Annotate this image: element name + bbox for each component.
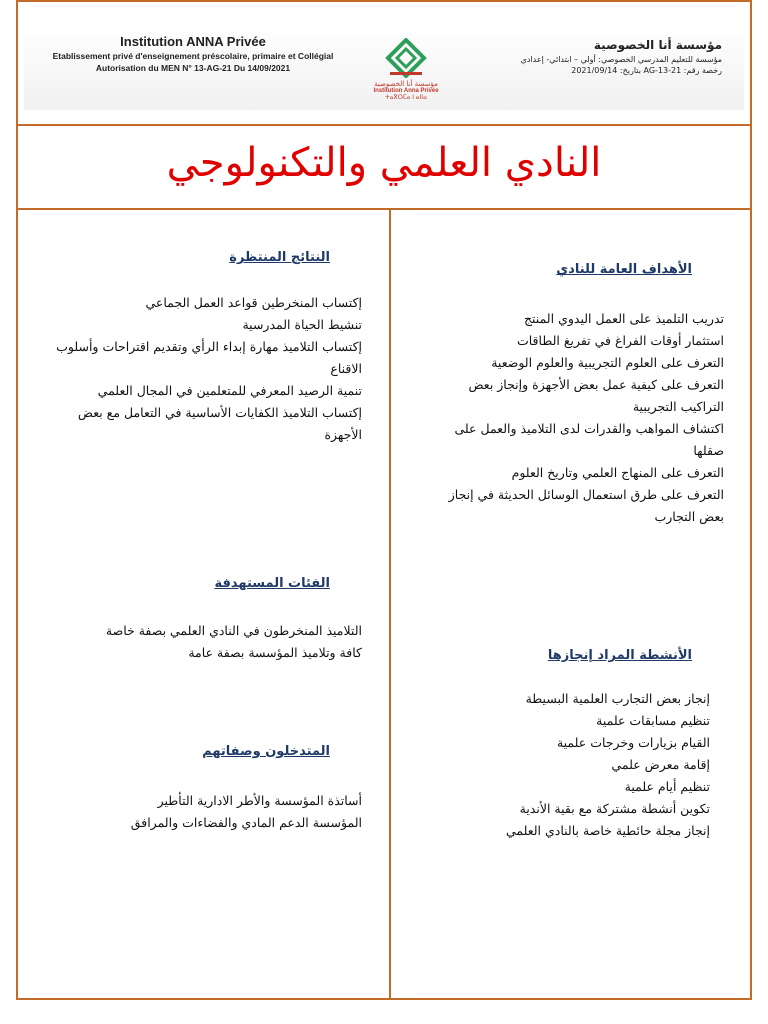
list-item: إكتساب التلاميذ مهارة إبداء الرأي وتقديم اقتراحات وأسلوب — [56, 339, 362, 354]
list-item: تكوين أنشطة مشتركة مع بقية الأندية — [519, 801, 710, 816]
activities-list — [410, 688, 710, 842]
list-item: اكتشاف المواهب والقدرات لدى التلاميذ والعمل على — [454, 421, 724, 436]
title-divider — [16, 208, 752, 210]
objectives-list — [404, 308, 724, 528]
institution-desc-fr: Etablissement privé d'enseignement préscolaire, primaire et Collégial — [52, 51, 334, 61]
list-item: الاقناع — [330, 361, 362, 376]
list-item: استثمار أوقات الفراغ في تفريغ الطاقات — [516, 333, 724, 348]
list-item: إقامة معرض علمي — [611, 757, 710, 772]
logo-icon — [384, 38, 428, 78]
logo-text-tifinagh: ⵜⴰⴳⵔⵎⴰ ⵏ ⴰⵏⵏⴰ — [385, 95, 427, 101]
letterhead — [18, 18, 750, 104]
list-item: التعرف على كيفية عمل بعض الأجهزة وإنجاز بعض — [468, 377, 724, 392]
list-item: تدريب التلميذ على العمل اليدوي المنتج — [523, 311, 724, 326]
list-item: التعرف على العلوم التجريبية والعلوم الوضعية — [491, 355, 724, 370]
target-heading: الفئات المستهدفة — [214, 576, 330, 591]
institution-name-ar: مؤسسة أنا الخصوصية — [593, 38, 722, 52]
authorization-fr: Autorisation du MEN N° 13-AG-21 Du 14/09/2021 — [95, 63, 291, 73]
stakeholders-heading: المتدخلون وصفاتهم — [202, 744, 330, 759]
column-divider — [389, 210, 391, 1000]
list-item: التعرف على طرق استعمال الوسائل الحديثة في إنجاز — [448, 487, 724, 502]
logo-text-ar: مؤسسة أنا الخصوصية — [374, 80, 438, 88]
list-item: إكتساب التلاميذ الكفايات الأساسية في التعامل مع بعض — [77, 405, 362, 420]
activities-heading: الأنشطة المراد إنجازها — [547, 648, 692, 663]
list-item: أساتذة المؤسسة والأطر الادارية التأطير — [157, 793, 362, 808]
page-title: النادي العلمي والتكنولوجي — [166, 140, 602, 186]
stakeholders-list — [42, 790, 362, 834]
list-item: التعرف على المنهاج العلمي وتاريخ العلوم — [511, 465, 724, 480]
list-item: صقلها — [693, 443, 724, 458]
list-item: إنجاز مجلة حائطية خاصة بالنادي العلمي — [505, 823, 710, 838]
list-item: إنجاز بعض التجارب العلمية البسيطة — [525, 691, 710, 706]
header-divider — [16, 124, 752, 126]
objectives-heading: الأهداف العامة للنادي — [556, 262, 692, 277]
letterhead-french — [48, 34, 338, 73]
list-item: إكتساب المنخرطين قواعد العمل الجماعي — [145, 295, 362, 310]
list-item: المؤسسة الدعم المادي والفضاءات والمرافق — [130, 815, 362, 830]
results-list — [42, 292, 362, 446]
list-item: تنشيط الحياة المدرسية — [242, 317, 362, 332]
list-item: تنظيم أيام علمية — [624, 779, 710, 794]
list-item: الأجهزة — [324, 427, 362, 442]
institution-logo — [370, 38, 442, 101]
list-item: كافة وتلاميذ المؤسسة بصفة عامة — [188, 645, 362, 660]
list-item: بعض التجارب — [654, 509, 724, 524]
list-item: القيام بزيارات وخرجات علمية — [556, 735, 710, 750]
list-item: التراكيب التجريبية — [632, 399, 724, 414]
target-list — [42, 620, 362, 664]
list-item: تنظيم مسابقات علمية — [596, 713, 710, 728]
list-item: التلاميذ المنخرطون في النادي العلمي بصفة خاصة — [105, 623, 362, 638]
results-heading: النتائج المنتظرة — [229, 250, 330, 265]
institution-desc-ar: مؤسسة للتعليم المدرسي الخصوصي: أولي – ابتدائي- إعدادي — [520, 55, 722, 64]
institution-name-fr: Institution ANNA Privée — [120, 34, 266, 49]
list-item: تنمية الرصيد المعرفي للمتعلمين في المجال العلمي — [97, 383, 362, 398]
letterhead-arabic — [472, 38, 722, 75]
logo-text-fr: Institution Anna Privée — [373, 88, 439, 94]
authorization-ar: رخصة رقم: 21-AG-13 بتاريخ: 2021/09/14 — [571, 66, 722, 75]
